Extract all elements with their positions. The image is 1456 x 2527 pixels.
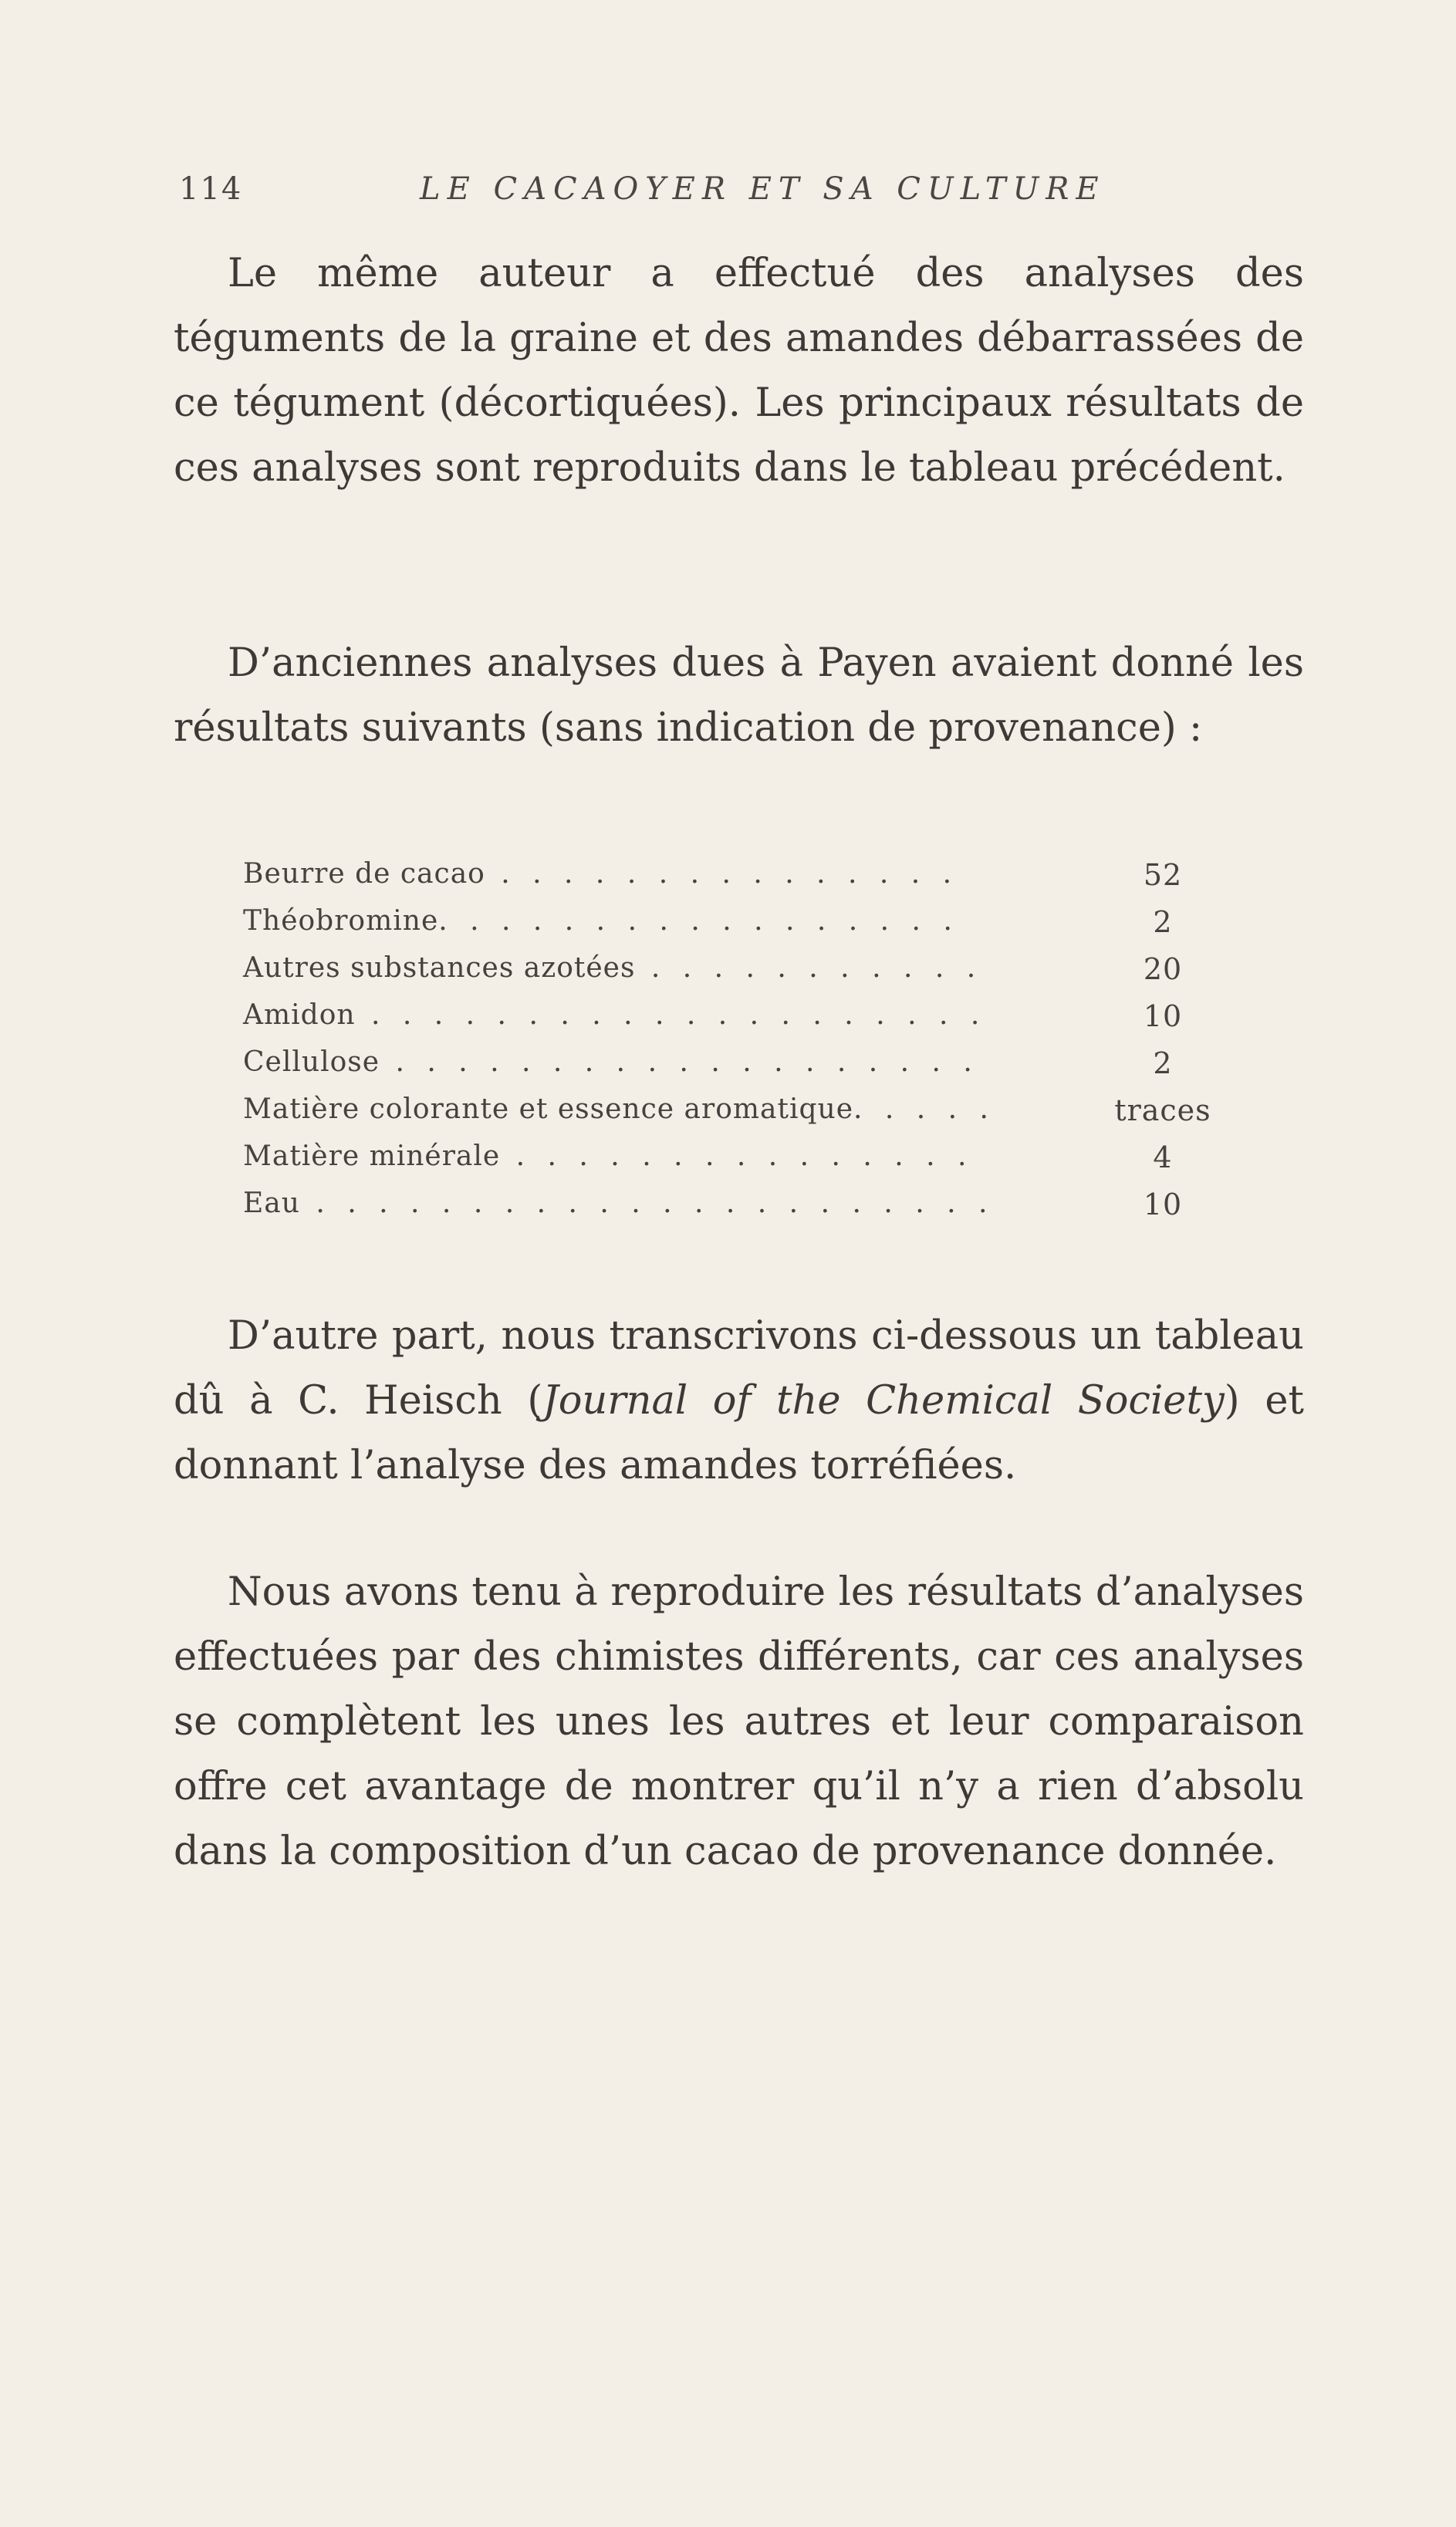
row-label: Cellulose . . . . . . . . . . . . . . . . . . . — [243, 1046, 979, 1078]
row-value: 10 — [1143, 999, 1183, 1033]
row-value: 2 — [1153, 905, 1173, 939]
row-value: 10 — [1143, 1187, 1183, 1221]
journal-title: Journal of the Chemical Society — [542, 1378, 1225, 1424]
table-row — [243, 1093, 1242, 1140]
paragraph-payen — [174, 631, 1304, 761]
table-row — [243, 1046, 1242, 1093]
row-value: 2 — [1153, 1046, 1173, 1080]
row-label: Eau . . . . . . . . . . . . . . . . . . . . . . — [243, 1187, 995, 1219]
paragraph-teguments — [174, 242, 1304, 501]
row-value: 52 — [1143, 858, 1183, 892]
row-label: Matière colorante et essence aromatique. . . . . — [243, 1093, 995, 1125]
paragraph-comparaison — [174, 1560, 1304, 1884]
table-row — [243, 858, 1242, 905]
row-label: Théobromine. . . . . . . . . . . . . . . . . — [243, 905, 959, 937]
row-value: 20 — [1143, 952, 1183, 986]
running-title: LE CACAOYER ET SA CULTURE — [420, 171, 1106, 207]
row-value: traces — [1114, 1093, 1211, 1127]
paragraph-text: D’autre part, nous transcrivons ci-dessous un tableau dû à C. Heisch ( — [174, 1313, 1304, 1424]
running-header — [179, 171, 1298, 218]
table-row — [243, 905, 1242, 952]
table-row — [243, 1140, 1242, 1187]
row-value: 4 — [1153, 1140, 1173, 1174]
table-row — [243, 1187, 1242, 1235]
row-label: Beurre de cacao . . . . . . . . . . . . . . . — [243, 858, 959, 890]
row-label: Matière minérale . . . . . . . . . . . . . . . — [243, 1140, 974, 1172]
table-row — [243, 952, 1242, 999]
paragraph-text: ) et donnant l’analyse des amandes torréfiées. — [174, 1378, 1304, 1488]
paragraph-text: Le même auteur a effectué des analyses des téguments de la graine et des amandes débarrassées de ce tégument (décortiquées). Les principaux résultats de ces analyses sont reproduits dans le tableau précédent. — [174, 251, 1304, 491]
row-label: Autres substances azotées . . . . . . . . . . . — [243, 952, 983, 984]
paragraph-text: Nous avons tenu à reproduire les résultats d’analyses effectuées par des chimistes différents, car ces analyses se complètent les unes les autres et leur comparaison offre cet avantage de montrer qu’il n’y a rien d’absolu dans la composition d’un cacao de provenance donnée. — [174, 1569, 1304, 1874]
composition-table — [243, 858, 1242, 1235]
paragraph-text: D’anciennes analyses dues à Payen avaient donné les résultats suivants (sans indication de provenance) : — [174, 640, 1304, 751]
table-row — [243, 999, 1242, 1046]
row-label: Amidon . . . . . . . . . . . . . . . . . . . . — [243, 999, 987, 1031]
paragraph-heisch — [174, 1304, 1304, 1498]
page-number: 114 — [179, 171, 243, 207]
